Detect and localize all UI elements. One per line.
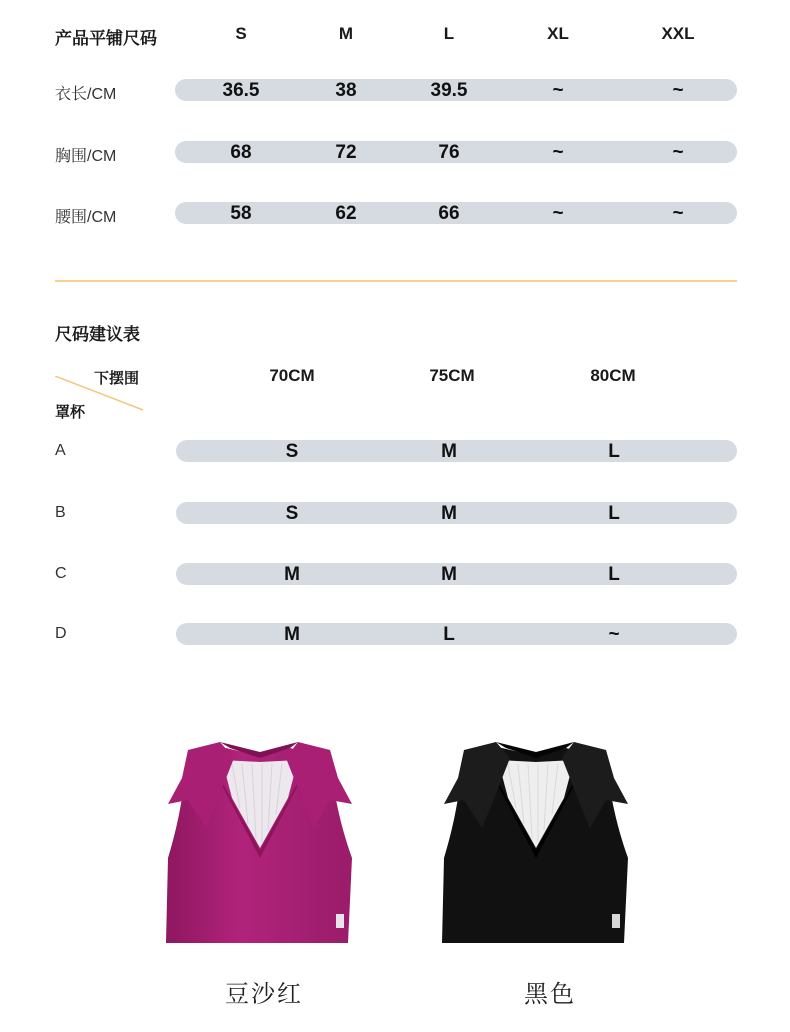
table1-row-bar bbox=[175, 79, 737, 101]
table1-cell: 62 bbox=[335, 203, 357, 224]
table2-cell: L bbox=[443, 624, 455, 645]
table2-cell: S bbox=[285, 503, 299, 524]
table2-row-label: A bbox=[55, 442, 66, 459]
table2-row-bar bbox=[176, 563, 737, 585]
table2-cell: M bbox=[284, 564, 300, 585]
table1-cell: ~ bbox=[672, 203, 684, 224]
table1-col-l: L bbox=[443, 24, 455, 43]
table2-cell: M bbox=[441, 503, 457, 524]
table1-row-label: 腰围/CM bbox=[55, 209, 117, 226]
table1-col-xl: XL bbox=[547, 24, 569, 43]
table1-title: 产品平铺尺码 bbox=[55, 29, 157, 48]
table2-cell: ~ bbox=[608, 624, 620, 645]
table2-row-bar bbox=[176, 623, 737, 645]
table2-col-70: 70CM bbox=[269, 366, 315, 385]
table1-cell: 36.5 bbox=[222, 80, 260, 101]
table1-col-xxl: XXL bbox=[661, 24, 695, 43]
table1-row-label: 胸围/CM bbox=[55, 148, 117, 165]
table1-col-m: M bbox=[338, 24, 354, 43]
table1-cell: 58 bbox=[230, 203, 252, 224]
table2-row-label: B bbox=[55, 504, 66, 521]
table1-row-bar bbox=[175, 141, 737, 163]
table1-cell: 76 bbox=[438, 142, 460, 163]
table1-cell: ~ bbox=[672, 142, 684, 163]
table1-cell: ~ bbox=[552, 80, 564, 101]
table1-cell: 39.5 bbox=[430, 80, 468, 101]
table2-col-75: 75CM bbox=[429, 366, 475, 385]
table2-corner-top: 下摆围 bbox=[94, 370, 140, 387]
table2-title: 尺码建议表 bbox=[55, 325, 140, 344]
table2-row-label: D bbox=[55, 625, 67, 642]
table2-cell: L bbox=[608, 564, 620, 585]
product-caption-black: 黑色 bbox=[524, 981, 576, 1008]
table1-cell: 68 bbox=[230, 142, 252, 163]
table1-row-bar bbox=[175, 202, 737, 224]
section-divider bbox=[55, 280, 737, 282]
table1-cell: 72 bbox=[335, 142, 357, 163]
table2-row-label: C bbox=[55, 565, 67, 582]
table2-col-80: 80CM bbox=[590, 366, 636, 385]
table2-row-bar bbox=[176, 440, 737, 462]
product-caption-pink: 豆沙红 bbox=[225, 981, 303, 1008]
table2-cell: L bbox=[608, 441, 620, 462]
table2-cell: M bbox=[284, 624, 300, 645]
table2-corner-bottom: 罩杯 bbox=[55, 404, 86, 421]
table1-cell: 38 bbox=[335, 80, 357, 101]
table2-row-bar bbox=[176, 502, 737, 524]
table1-row-label: 衣长/CM bbox=[55, 86, 117, 103]
table2-cell: M bbox=[441, 441, 457, 462]
table1-cell: ~ bbox=[552, 142, 564, 163]
product-image-pink bbox=[160, 738, 360, 950]
table2-cell: L bbox=[608, 503, 620, 524]
table1-cell: ~ bbox=[672, 80, 684, 101]
table1-cell: ~ bbox=[552, 203, 564, 224]
product-image-black bbox=[436, 738, 636, 950]
table2-cell: S bbox=[285, 441, 299, 462]
table2-cell: M bbox=[441, 564, 457, 585]
table1-cell: 66 bbox=[438, 203, 460, 224]
table1-col-s: S bbox=[235, 24, 247, 43]
